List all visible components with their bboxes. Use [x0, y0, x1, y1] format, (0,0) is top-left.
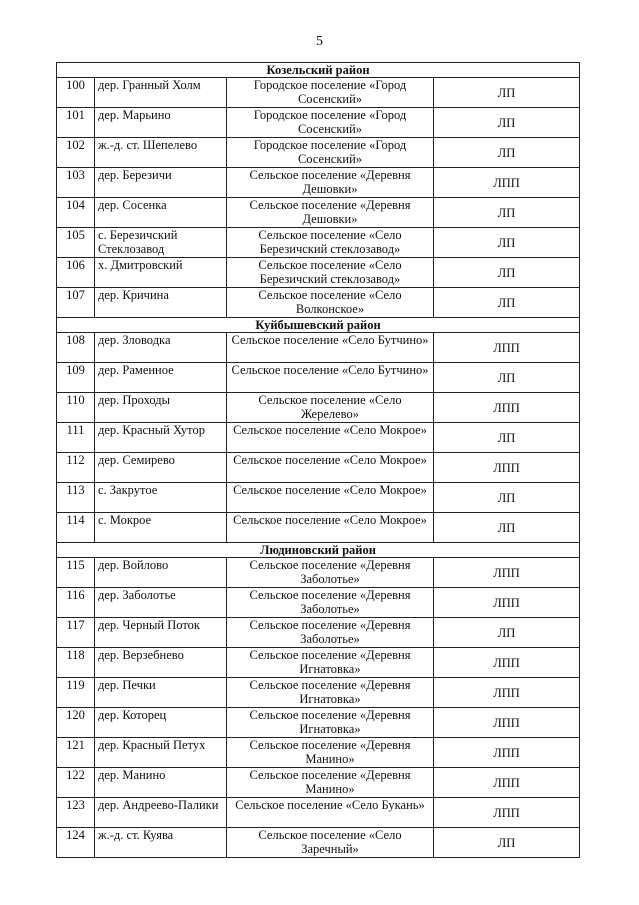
point-type: ЛП: [434, 828, 580, 858]
row-number: 102: [57, 138, 95, 168]
row-number: 100: [57, 78, 95, 108]
table-row: [57, 333, 580, 363]
point-type: ЛПП: [434, 168, 580, 198]
locality-name: х. Дмитровский: [95, 258, 227, 288]
settlement-name: Сельское поселение «Село Жерелево»: [227, 393, 434, 423]
point-type: ЛП: [434, 363, 580, 393]
settlement-name: Сельское поселение «Деревня Дешовки»: [227, 198, 434, 228]
row-number: 103: [57, 168, 95, 198]
point-type: ЛП: [434, 618, 580, 648]
settlement-name: Сельское поселение «Деревня Дешовки»: [227, 168, 434, 198]
locality-name: дер. Проходы: [95, 393, 227, 423]
settlement-name: Сельское поселение «Деревня Заболотье»: [227, 558, 434, 588]
settlement-name: Сельское поселение «Деревня Игнатовка»: [227, 648, 434, 678]
table-row: [57, 78, 580, 108]
settlement-name: Городское поселение «Город Сосенский»: [227, 138, 434, 168]
point-type: ЛП: [434, 288, 580, 318]
point-type: ЛП: [434, 513, 580, 543]
table-row: [57, 483, 580, 513]
locality-name: дер. Андреево-Палики: [95, 798, 227, 828]
settlement-name: Сельское поселение «Деревня Манино»: [227, 738, 434, 768]
settlement-name: Сельское поселение «Село Мокрое»: [227, 513, 434, 543]
row-number: 101: [57, 108, 95, 138]
settlement-name: Сельское поселение «Село Букань»: [227, 798, 434, 828]
settlement-name: Сельское поселение «Село Березичский стеклозавод»: [227, 258, 434, 288]
point-type: ЛПП: [434, 588, 580, 618]
point-type: ЛПП: [434, 768, 580, 798]
locality-name: дер. Семирево: [95, 453, 227, 483]
row-number: 124: [57, 828, 95, 858]
locality-name: дер. Раменное: [95, 363, 227, 393]
row-number: 114: [57, 513, 95, 543]
locality-name: дер. Кричина: [95, 288, 227, 318]
locality-name: дер. Верзебнево: [95, 648, 227, 678]
locality-name: дер. Гранный Холм: [95, 78, 227, 108]
settlement-name: Сельское поселение «Деревня Манино»: [227, 768, 434, 798]
locality-name: дер. Красный Хутор: [95, 423, 227, 453]
district-title: Куйбышевский район: [57, 318, 580, 333]
row-number: 113: [57, 483, 95, 513]
row-number: 107: [57, 288, 95, 318]
point-type: ЛП: [434, 198, 580, 228]
table-row: [57, 798, 580, 828]
table-row: [57, 708, 580, 738]
row-number: 116: [57, 588, 95, 618]
point-type: ЛПП: [434, 708, 580, 738]
locality-name: дер. Красный Петух: [95, 738, 227, 768]
locality-name: дер. Зловодка: [95, 333, 227, 363]
locality-name: дер. Манино: [95, 768, 227, 798]
row-number: 106: [57, 258, 95, 288]
point-type: ЛПП: [434, 333, 580, 363]
row-number: 115: [57, 558, 95, 588]
row-number: 123: [57, 798, 95, 828]
point-type: ЛП: [434, 78, 580, 108]
table-row: [57, 363, 580, 393]
locality-name: дер. Войлово: [95, 558, 227, 588]
point-type: ЛП: [434, 228, 580, 258]
district-title: Козельский район: [57, 63, 580, 78]
point-type: ЛПП: [434, 393, 580, 423]
locality-name: дер. Черный Поток: [95, 618, 227, 648]
table-row: [57, 393, 580, 423]
settlement-name: Сельское поселение «Село Заречный»: [227, 828, 434, 858]
point-type: ЛПП: [434, 558, 580, 588]
row-number: 105: [57, 228, 95, 258]
point-type: ЛП: [434, 483, 580, 513]
row-number: 109: [57, 363, 95, 393]
table-row: [57, 513, 580, 543]
settlement-name: Сельское поселение «Село Мокрое»: [227, 483, 434, 513]
point-type: ЛПП: [434, 738, 580, 768]
settlement-name: Городское поселение «Город Сосенский»: [227, 108, 434, 138]
settlement-name: Сельское поселение «Деревня Заболотье»: [227, 588, 434, 618]
page-number: 5: [316, 34, 323, 49]
district-title: Людиновский район: [57, 543, 580, 558]
point-type: ЛПП: [434, 678, 580, 708]
table-row: [57, 228, 580, 258]
locality-name: дер. Которец: [95, 708, 227, 738]
table-row: [57, 198, 580, 228]
settlement-name: Городское поселение «Город Сосенский»: [227, 78, 434, 108]
point-type: ЛП: [434, 108, 580, 138]
table-row: [57, 648, 580, 678]
row-number: 112: [57, 453, 95, 483]
table-row: [57, 138, 580, 168]
table-row: [57, 423, 580, 453]
district-header-row: [57, 318, 580, 333]
row-number: 120: [57, 708, 95, 738]
point-type: ЛПП: [434, 648, 580, 678]
row-number: 111: [57, 423, 95, 453]
table-row: [57, 618, 580, 648]
table-row: [57, 108, 580, 138]
settlements-table: [56, 62, 580, 858]
settlement-name: Сельское поселение «Деревня Игнатовка»: [227, 678, 434, 708]
table-row: [57, 453, 580, 483]
point-type: ЛП: [434, 138, 580, 168]
table-row: [57, 678, 580, 708]
district-header-row: [57, 543, 580, 558]
locality-name: ж.-д. ст. Шепелево: [95, 138, 227, 168]
point-type: ЛПП: [434, 453, 580, 483]
district-header-row: [57, 63, 580, 78]
locality-name: дер. Сосенка: [95, 198, 227, 228]
table-row: [57, 738, 580, 768]
point-type: ЛП: [434, 423, 580, 453]
table-row: [57, 288, 580, 318]
row-number: 108: [57, 333, 95, 363]
settlement-name: Сельское поселение «Село Бутчино»: [227, 363, 434, 393]
table-row: [57, 588, 580, 618]
locality-name: с. Мокрое: [95, 513, 227, 543]
locality-name: дер. Марьино: [95, 108, 227, 138]
table-row: [57, 828, 580, 858]
settlement-name: Сельское поселение «Село Мокрое»: [227, 453, 434, 483]
row-number: 121: [57, 738, 95, 768]
settlement-name: Сельское поселение «Село Бутчино»: [227, 333, 434, 363]
locality-name: дер. Березичи: [95, 168, 227, 198]
point-type: ЛП: [434, 258, 580, 288]
locality-name: дер. Заболотье: [95, 588, 227, 618]
locality-name: ж.-д. ст. Куява: [95, 828, 227, 858]
row-number: 122: [57, 768, 95, 798]
settlement-name: Сельское поселение «Село Березичский стеклозавод»: [227, 228, 434, 258]
row-number: 104: [57, 198, 95, 228]
locality-name: дер. Печки: [95, 678, 227, 708]
settlement-name: Сельское поселение «Деревня Заболотье»: [227, 618, 434, 648]
locality-name: с. Березичский Стеклозавод: [95, 228, 227, 258]
point-type: ЛПП: [434, 798, 580, 828]
row-number: 118: [57, 648, 95, 678]
row-number: 117: [57, 618, 95, 648]
locality-name: с. Закрутое: [95, 483, 227, 513]
settlement-name: Сельское поселение «Село Мокрое»: [227, 423, 434, 453]
settlement-name: Сельское поселение «Деревня Игнатовка»: [227, 708, 434, 738]
table-row: [57, 768, 580, 798]
row-number: 110: [57, 393, 95, 423]
table-row: [57, 258, 580, 288]
row-number: 119: [57, 678, 95, 708]
settlement-name: Сельское поселение «Село Волконское»: [227, 288, 434, 318]
table-row: [57, 558, 580, 588]
table-row: [57, 168, 580, 198]
